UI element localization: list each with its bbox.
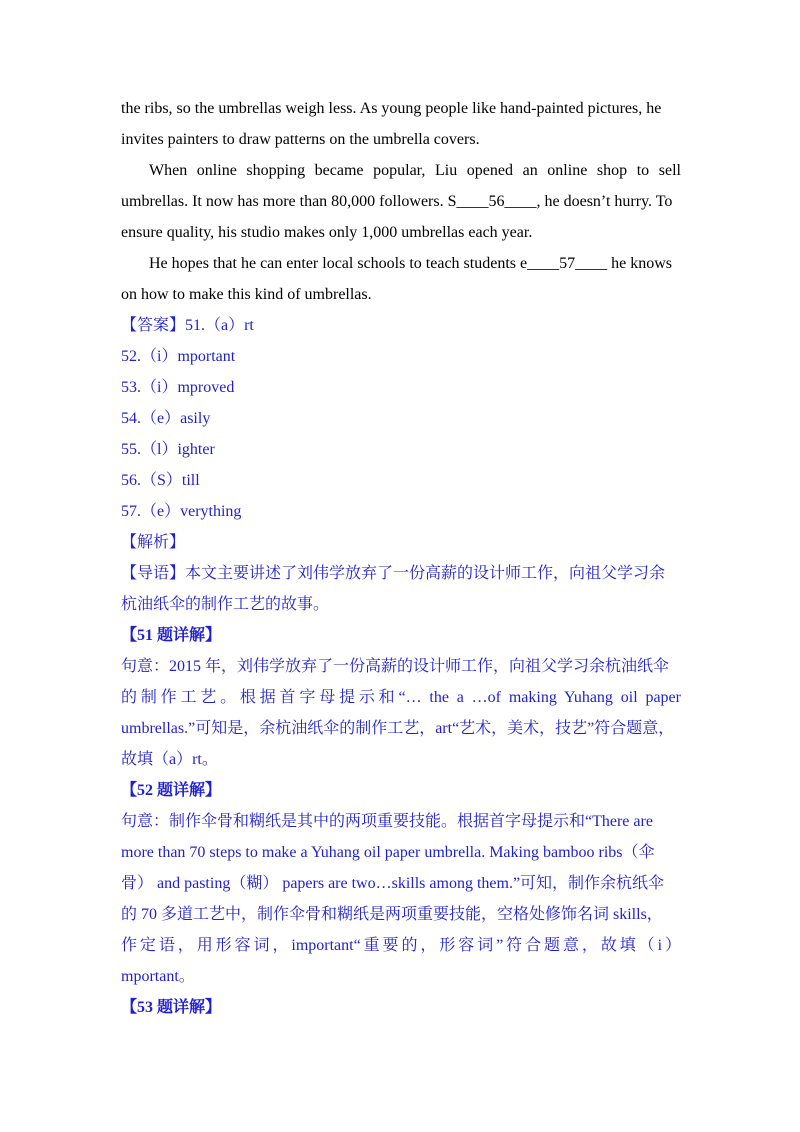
passage-line: When online shopping became popular, Liu opened an online shop to sell	[149, 162, 681, 179]
answer-item: 52.（i）mportant	[121, 348, 236, 365]
q52-line: 句意：制作伞骨和糊纸是其中的两项重要技能。根据首字母提示和“There are	[121, 813, 653, 830]
q52-line: mportant。	[121, 968, 195, 985]
q52-heading: 【52 题详解】	[121, 782, 222, 799]
q51-line: 句意：2015 年，刘伟学放弃了一份高薪的设计师工作，向祖父学习余杭油纸伞	[121, 658, 670, 675]
passage-line: on how to make this kind of umbrellas.	[121, 286, 372, 303]
answer-item: 57.（e）verything	[121, 503, 242, 520]
document-page	[121, 93, 681, 1023]
q52-line: 的 70 多道工艺中，制作伞骨和糊纸是两项重要技能，空格处修饰名词 skills，	[121, 906, 663, 923]
answer-item: 54.（e）asily	[121, 410, 211, 427]
passage-line: He hopes that he can enter local schools to teach students e____57____ he knows	[149, 255, 672, 272]
q52-line: more than 70 steps to make a Yuhang oil paper umbrella. Making bamboo ribs（伞	[121, 844, 655, 861]
passage-line: umbrellas. It now has more than 80,000 followers. S____56____, he doesn’t hurry. To	[121, 193, 673, 210]
q51-heading: 【51 题详解】	[121, 627, 222, 644]
q51-line: 故填（a）rt。	[121, 751, 218, 768]
analysis-heading: 【解析】	[121, 534, 186, 551]
passage-line: the ribs, so the umbrellas weigh less. As young people like hand-painted pictures, he	[121, 100, 662, 117]
q52-line: 骨） and pasting（糊） papers are two…skills among them.”可知，制作余杭纸伞	[121, 875, 665, 892]
q53-heading: 【53 题详解】	[121, 999, 222, 1016]
guide-line: 杭油纸伞的制作工艺的故事。	[121, 596, 330, 613]
q51-line: 的制作工艺。根据首字母提示和“… the a …of making Yuhang oil paper	[121, 689, 681, 706]
passage-line: ensure quality, his studio makes only 1,000 umbrellas each year.	[121, 224, 533, 241]
q51-line: umbrellas.”可知是，余杭油纸伞的制作工艺，art“艺术，美术，技艺”符合题意，	[121, 720, 675, 737]
passage-line: invites painters to draw patterns on the umbrella covers.	[121, 131, 480, 148]
answer-item: 53.（i）mproved	[121, 379, 235, 396]
q52-line: 作定语，用形容词，important“重要的，形容词”符合题意，故填（i）	[121, 937, 681, 954]
guide-line: 【导语】本文主要讲述了刘伟学放弃了一份高薪的设计师工作，向祖父学习余	[121, 565, 666, 582]
answer-item: 56.（S）till	[121, 472, 200, 489]
answer-heading: 【答案】51.（a）rt	[121, 317, 254, 334]
answer-item: 55.（l）ighter	[121, 441, 215, 458]
